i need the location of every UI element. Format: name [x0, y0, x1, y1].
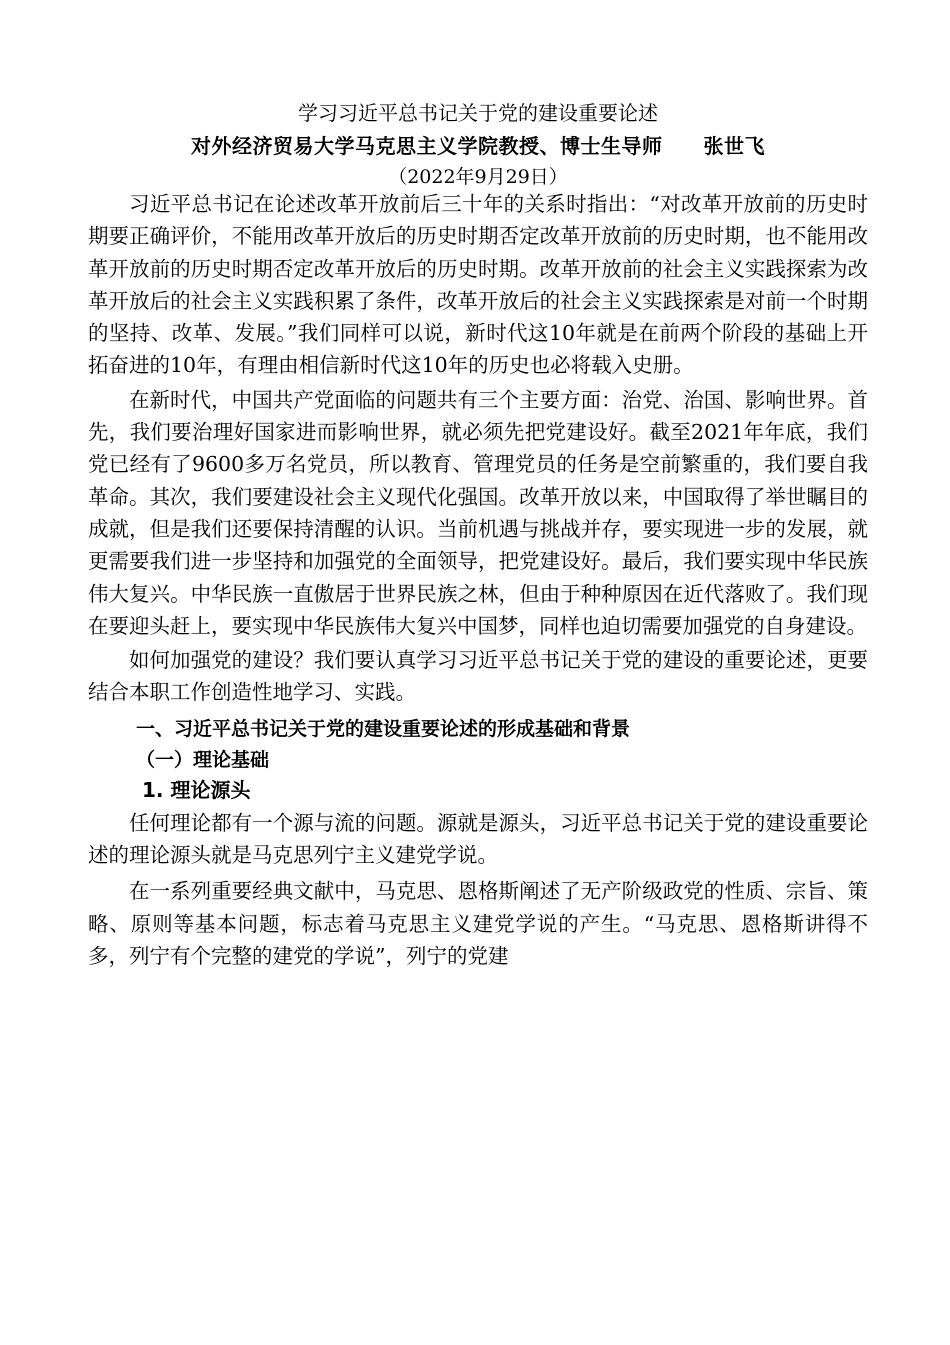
- body-paragraph-3: 如何加强党的建设？我们要认真学习习近平总书记关于党的建设的重要论述，更要结合本职工作创造性地学习、实践。: [88, 648, 868, 705]
- document-date: （2022年9月29日）: [388, 166, 568, 188]
- document-title: 学习习近平总书记关于党的建设重要论述: [298, 101, 658, 125]
- subsection-heading: （一）理论基础: [136, 748, 270, 771]
- author-line: 对外经济贸易大学马克思主义学院教授、博士生导师 张世飞: [191, 134, 765, 158]
- subsubsection-heading: 1. 理论源头: [142, 777, 251, 802]
- section-heading: 一、习近平总书记关于党的建设重要论述的形成基础和背景: [136, 717, 631, 740]
- section-paragraph-1: 任何理论都有一个源与流的问题。源就是源头，习近平总书记关于党的建设重要论述的理论源头就是马克思列宁主义建党学说。: [88, 810, 868, 868]
- body-paragraph-2: 在新时代，中国共产党面临的问题共有三个主要方面：治党、治国、影响世界。首先，我们要治理好国家进而影响世界，就必须先把党建设好。截至2021年年底，我们党已经有了9600多万名党员，所以教育、管理党员的任务是空前繁重的，我们要自我革命。其次，我们要建设社会主义现代化强国。改革开放以来，中国取得了举世瞩目的成就，但是我们还要保持清醒的认识。当前机遇与挑战并存，要实现进一步的发展，就更需要我们进一步坚持和加强党的全面领导，把党建设好。最后，我们要实现中华民族伟大复兴。中华民族一直傲居于世界民族之林，但由于种种原因在近代落败了。我们现在要迎头赶上，要实现中华民族伟大复兴中国梦，同样也迫切需要加强党的自身建设。: [88, 387, 868, 638]
- document-body: [88, 188, 868, 972]
- section-paragraph-2: 在一系列重要经典文献中，马克思、恩格斯阐述了无产阶级政党的性质、宗旨、策略、原则等基本问题，标志着马克思主义建党学说的产生。“马克思、恩格斯讲得不多，列宁有个完整的建党的学说”，列宁的党建: [88, 879, 868, 968]
- body-paragraph-1: 习近平总书记在论述改革开放前后三十年的关系时指出：“对改革开放前的历史时期要正确评价，不能用改革开放后的历史时期否定改革开放前的历史时期，也不能用改革开放前的历史时期否定改革开放后的历史时期。改革开放前的社会主义实践探索为改革开放后的社会主义实践积累了条件，改革开放后的社会主义实践探索是对前一个时期的坚持、改革、发展。”我们同样可以说，新时代这10年就是在前两个阶段的基础上开拓奋进的10年，有理由相信新时代这10年的历史也必将载入史册。: [88, 192, 868, 378]
